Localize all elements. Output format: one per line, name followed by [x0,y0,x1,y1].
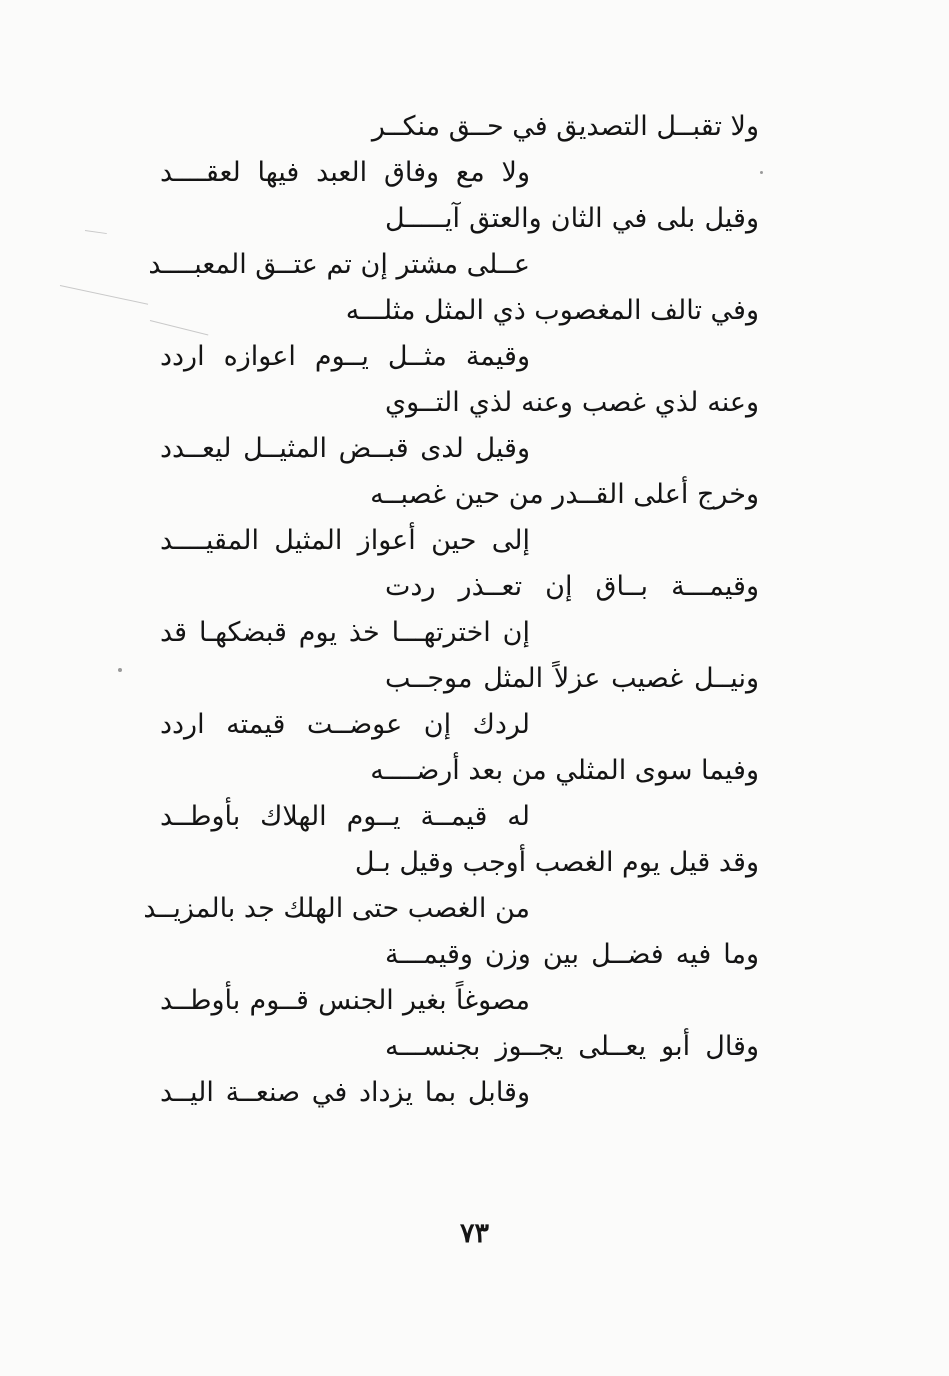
second-hemistich: مصوغاً بغير الجنس قــوم بأوطــد [160,985,530,1016]
verse-line [0,794,949,840]
second-hemistich: ولا مع وفاق العبد فيها لعقــــد [160,157,530,188]
verse-line [0,564,949,610]
first-hemistich: ونيــل غصيب عزلاً المثل موجــب [385,663,759,694]
first-hemistich: وما فيه فضــل بين وزن وقيمـــة [385,939,759,970]
second-hemistich: إن اخترتهـــا خذ يوم قبضكهـا قد [160,617,530,648]
page-number: ٧٣ [459,1218,489,1249]
second-hemistich: له قيمــة يــوم الهلاك بأوطــد [160,801,530,832]
verse-line [0,840,949,886]
first-hemistich: وقد قيل يوم الغصب أوجب وقيل بـل [354,847,759,878]
verse-line [0,104,949,150]
verse-line [0,656,949,702]
first-hemistich: وقال أبو يعــلى يجــوز بجنســـه [385,1031,759,1062]
second-hemistich: من الغصب حتى الهلك جد بالمزيــد [143,893,530,924]
verse-line [0,610,949,656]
second-hemistich: لردك إن عوضــت قيمته اردد [160,709,530,740]
verse-line [0,932,949,978]
verse-line [0,886,949,932]
verse-line [0,242,949,288]
verse-line [0,518,949,564]
verse-line [0,426,949,472]
second-hemistich: وقيل لدى قبــض المثيــل ليعــدد [160,433,530,464]
verse-line [0,196,949,242]
verse-line [0,702,949,748]
verse-line [0,1024,949,1070]
verse-line [0,978,949,1024]
second-hemistich: إلى حين أعواز المثيل المقيــــد [160,525,530,556]
second-hemistich: وقابل بما يزداد في صنعــة اليــد [160,1077,530,1108]
verse-line [0,334,949,380]
verse-line [0,288,949,334]
first-hemistich: وقيمـــة بــاق إن تعــذر ردت [385,571,759,602]
first-hemistich: وفيما سوى المثلي من بعد أرضــــه [370,755,759,786]
first-hemistich: وخرج أعلى القــدر من حين غصبــه [370,479,759,510]
second-hemistich: عــلى مشتر إن تم عتــق المعبــــد [148,249,530,280]
first-hemistich: ولا تقبــل التصديق في حــق منكــر [371,111,759,142]
poem [0,104,949,1116]
verse-line [0,380,949,426]
first-hemistich: وقيل بلى في الثان والعتق آيـــــل [385,203,759,234]
verse-line [0,472,949,518]
first-hemistich: وعنه لذي غصب وعنه لذي التــوي [385,387,759,418]
second-hemistich: وقيمة مثــل يــوم اعوازه اردد [160,341,530,372]
verse-line [0,1070,949,1116]
first-hemistich: وفي تالف المغصوب ذي المثل مثلـــه [345,295,759,326]
verse-line [0,748,949,794]
verse-line [0,150,949,196]
